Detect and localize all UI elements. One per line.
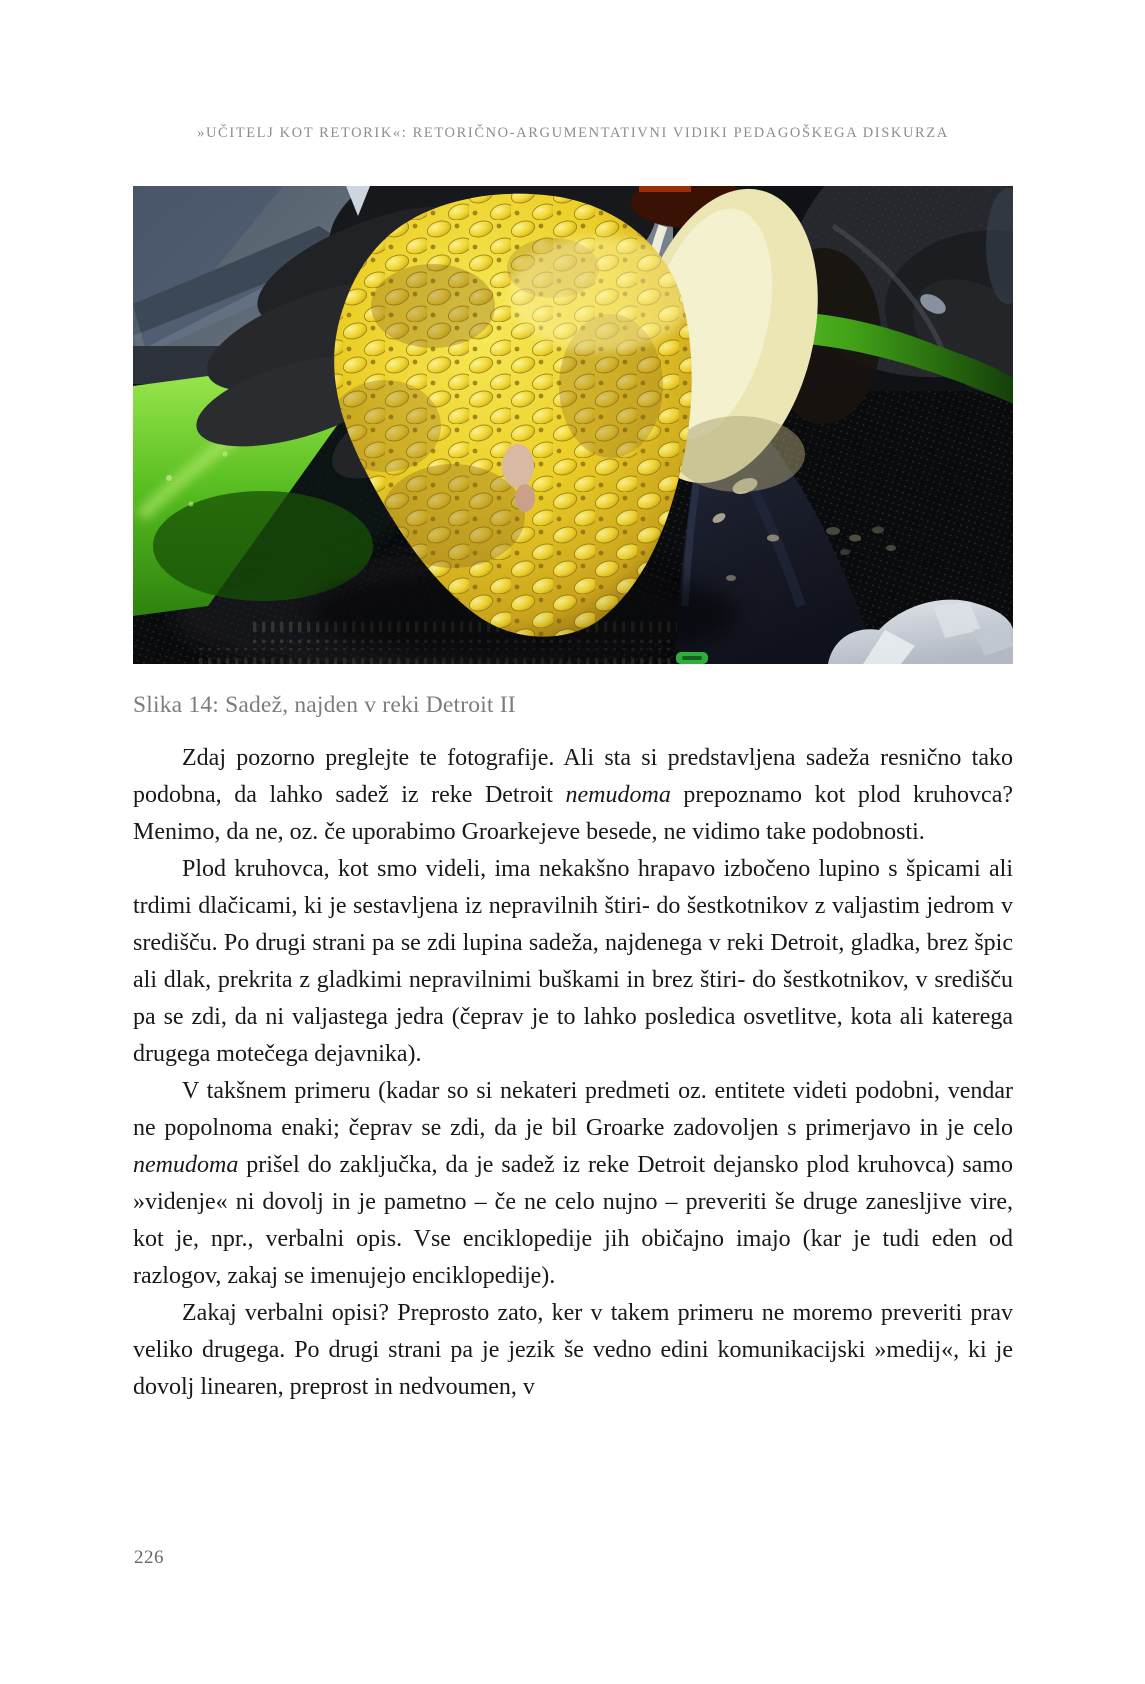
italic-term: nemudoma bbox=[133, 1152, 239, 1178]
pale-bump bbox=[502, 444, 534, 488]
italic-term: nemudoma bbox=[565, 782, 671, 808]
green-sliver-bottom bbox=[676, 652, 708, 664]
text-segment: Zdaj pozorno preglejte te fotografije. Ali sta si predstavljena sadeža resnično tako podobna, da lahko sadež iz reke Detroit bbox=[133, 745, 1013, 808]
text-segment: Zakaj verbalni opisi? Preprosto zato, ker v takem primeru ne moremo preveriti prav veliko drugega. Po drugi strani pa je jezik še vedno edini komunikacijski »medij«, ki je dovolj linearen, preprost in nedvoumen, v bbox=[133, 1300, 1013, 1400]
paragraph bbox=[133, 851, 1013, 1073]
text-segment: prepoznamo kot plod kruhovca? Menimo, da ne, oz. če uporabimo Groarkejeve besede, ne vidimo take podobnosti. bbox=[133, 782, 1013, 845]
running-head: »UČITELJ KOT RETORIK«: RETORIČNO-ARGUMENTATIVNI VIDIKI PEDAGOŠKEGA DISKURZA bbox=[197, 125, 949, 141]
paragraph bbox=[133, 1073, 1013, 1295]
text-segment: V takšnem primeru (kadar so si nekateri predmeti oz. entitete videti podobni, vendar ne popolnoma enaki; čeprav se zdi, da je bil Groarke zadovoljen s primerjavo in je celo bbox=[133, 1078, 1013, 1141]
figure-photo bbox=[133, 186, 1013, 664]
page-number: 226 bbox=[134, 1547, 164, 1568]
article bbox=[133, 740, 1013, 1406]
paragraph bbox=[133, 1295, 1013, 1406]
text-segment: prišel do zaključka, da je sadež iz reke Detroit dejansko plod kruhovca) samo »videnje« ni dovolj in je pametno – če ne celo nujno – preveriti še druge zanesljive vire, kot je, npr., verbalni opis. Vse enciklopedije jih običajno imajo (kar je tudi eden od razlogov, zakaj se imenujejo enciklopedije). bbox=[133, 1152, 1013, 1289]
paragraph bbox=[133, 740, 1013, 851]
text-segment: Plod kruhovca, kot smo videli, ima nekakšno hrapavo izbočeno lupino s špicami ali trdimi dlačicami, ki je sestavljena iz nepravilnih štiri- do šestkotnikov z valjastim jedrom v središču. Po drugi strani pa se zdi lupina sadeža, najdenega v reki Detroit, gladka, brez špic ali dlak, prekrita z gladkimi nepravilnimi buškami in brez štiri- do šestkotnikov, v središču pa se zdi, da ni valjastega jedra (čeprav je to lahko posledica osvetlitve, kota ali katerega drugega motečega dejavnika). bbox=[133, 856, 1013, 1067]
figure-caption: Slika 14: Sadež, najden v reki Detroit II bbox=[133, 692, 516, 718]
osage-orange-photo bbox=[133, 186, 1013, 664]
